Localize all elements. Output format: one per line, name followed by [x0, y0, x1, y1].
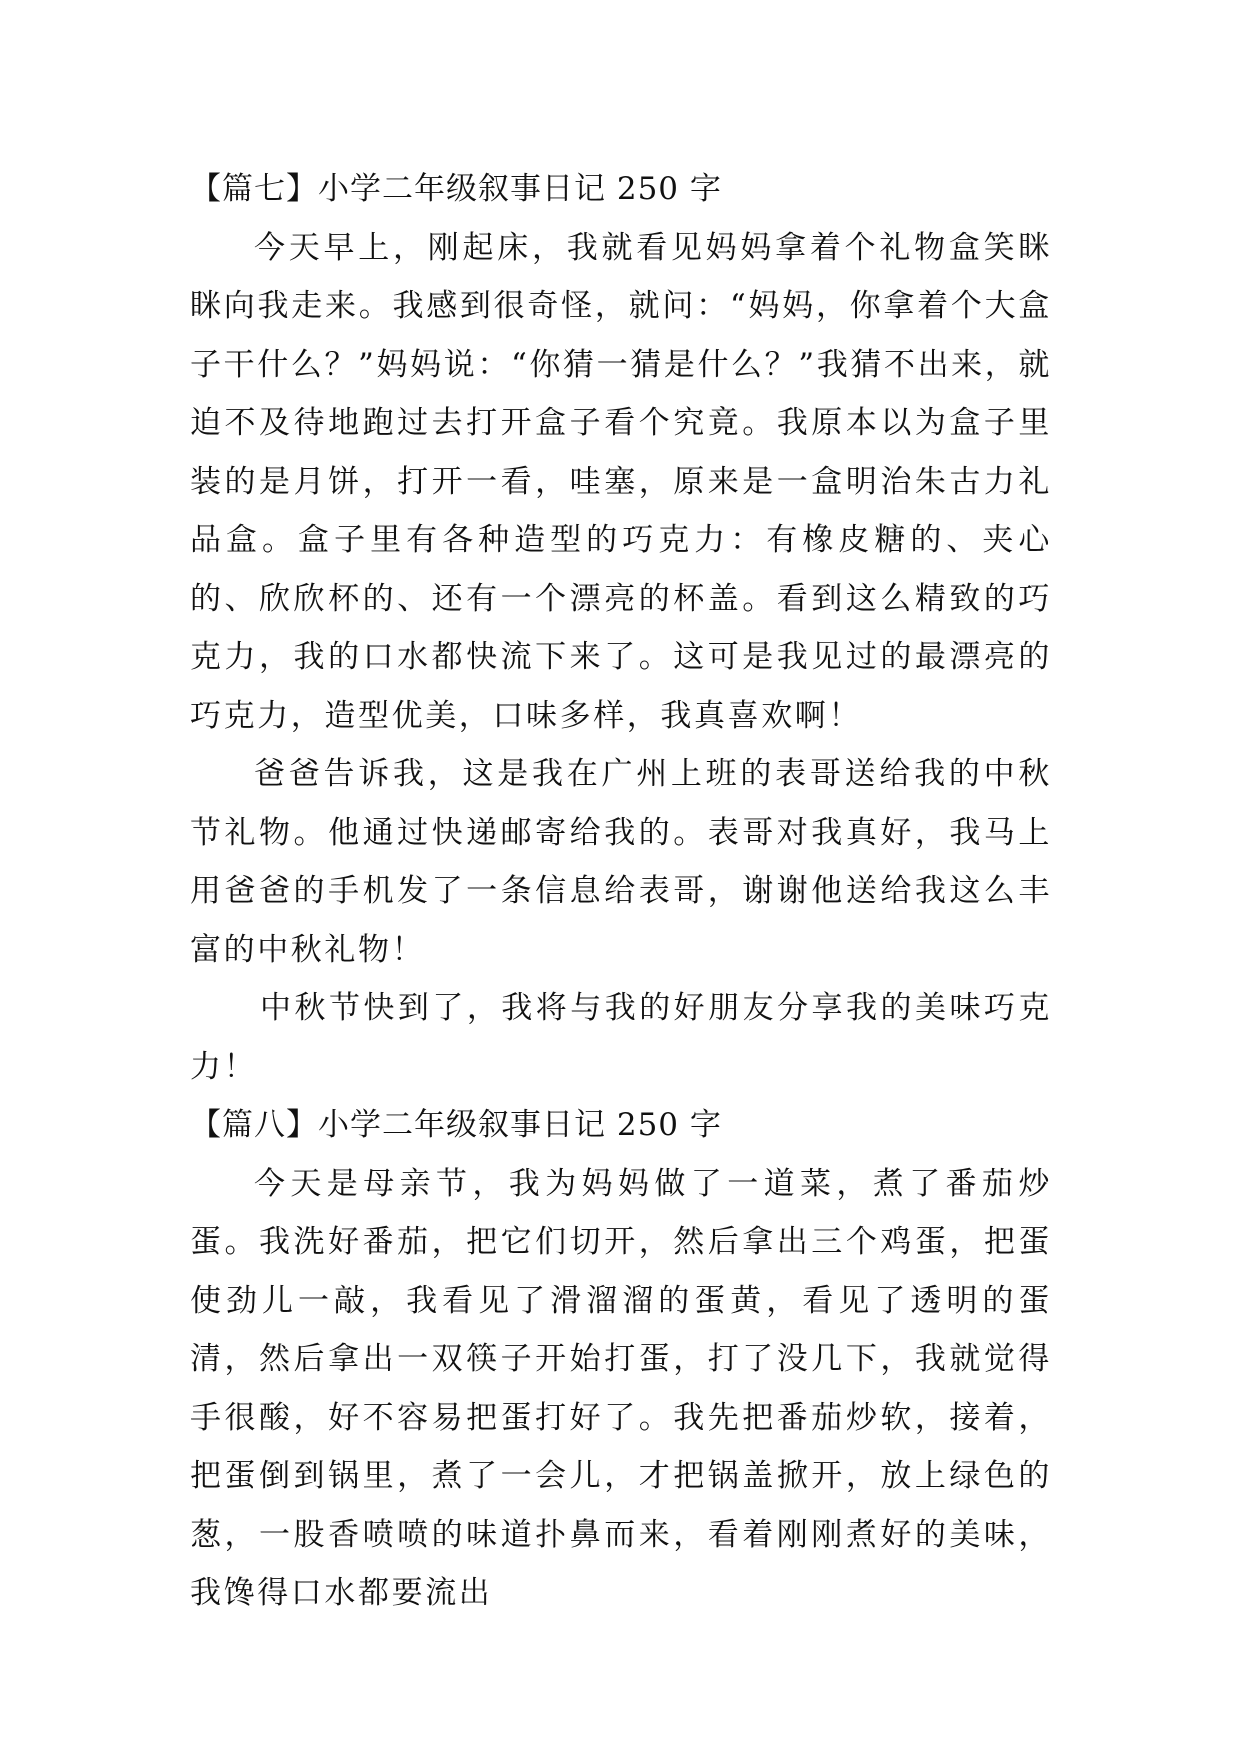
section-title: 【篇七】小学二年级叙事日记 250 字: [190, 171, 722, 207]
paragraph: 今天早上，刚起床，我就看见妈妈拿着个礼物盒笑眯眯向我走来。我感到很奇怪，就问：“妈妈，你拿着个大盒子干什么？”妈妈说：“你猜一猜是什么？”我猜不出来，就迫不及待地跑过去打开盒子看个究竟。我原本以为盒子里装的是月饼，打开一看，哇塞，原来是一盒明治朱古力礼品盒。盒子里有各种造型的巧克力：有橡皮糖的、夹心的、欣欣杯的、还有一个漂亮的杯盖。看到这么精致的巧克力，我的口水都快流下来了。这可是我见过的最漂亮的巧克力，造型优美，口味多样，我真喜欢啊！: [190, 229, 1052, 734]
section-pian-qi: [190, 160, 1052, 1096]
paragraph: 今天是母亲节，我为妈妈做了一道菜，煮了番茄炒蛋。我洗好番茄，把它们切开，然后拿出三个鸡蛋，把蛋使劲儿一敲，我看见了滑溜溜的蛋黄，看见了透明的蛋清，然后拿出一双筷子开始打蛋，打了没几下，我就觉得手很酸，好不容易把蛋打好了。我先把番茄炒软，接着，把蛋倒到锅里，煮了一会儿，才把锅盖掀开，放上绿色的葱，一股香喷喷的味道扑鼻而来，看着刚刚煮好的美味，我馋得口水都要流出: [190, 1165, 1052, 1611]
section-pian-ba: [190, 1096, 1052, 1623]
paragraph: 中秋节快到了，我将与我的好朋友分享我的美味巧克力！: [190, 990, 1052, 1085]
paragraph: 爸爸告诉我，这是我在广州上班的表哥送给我的中秋节礼物。他通过快递邮寄给我的。表哥对我真好，我马上用爸爸的手机发了一条信息给表哥，谢谢他送给我这么丰富的中秋礼物！: [190, 756, 1052, 968]
document-body: [190, 160, 1052, 1623]
section-title: 【篇八】小学二年级叙事日记 250 字: [190, 1107, 722, 1143]
